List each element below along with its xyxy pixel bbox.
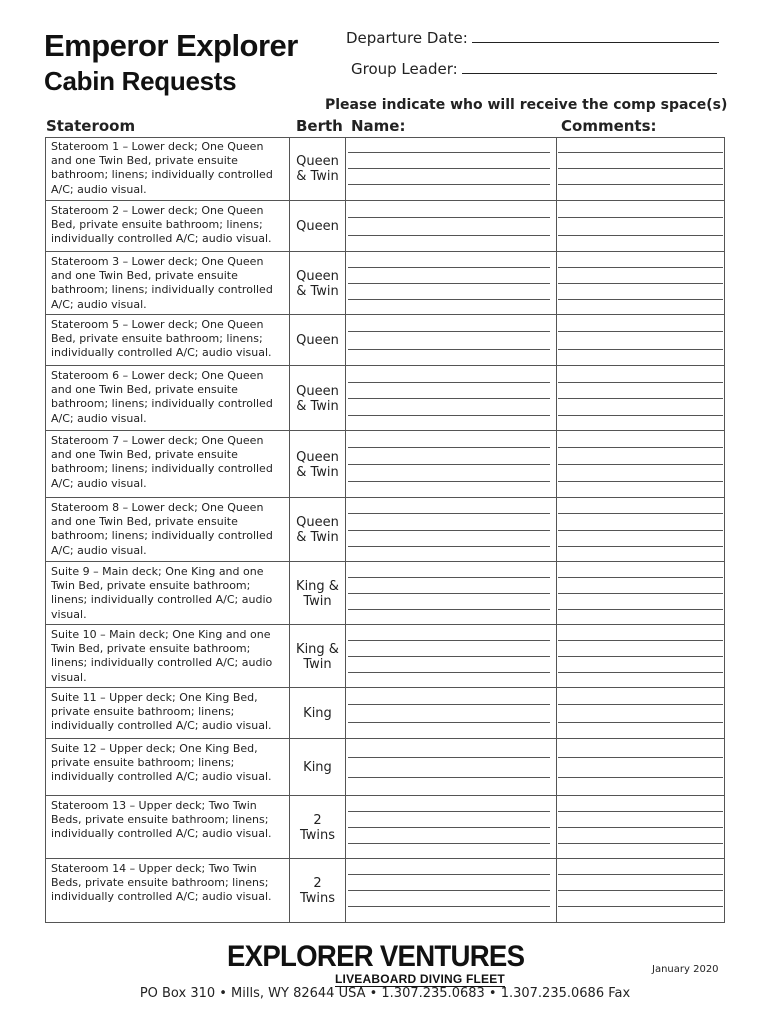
comments-write-line[interactable] <box>558 777 723 778</box>
comments-cell[interactable] <box>556 431 725 498</box>
name-cell[interactable] <box>345 688 557 739</box>
name-write-line[interactable] <box>348 843 550 844</box>
name-write-line[interactable] <box>348 464 550 465</box>
berth-label: King <box>303 706 332 721</box>
stateroom-description: Suite 10 – Main deck; One King and one Twin Bed, private ensuite bathroom; linens; individually controlled A/C; audio visual. <box>45 625 290 688</box>
name-write-line[interactable] <box>348 299 550 300</box>
comments-write-line[interactable] <box>558 874 723 875</box>
comments-cell[interactable] <box>556 625 725 688</box>
comments-cell[interactable] <box>556 498 725 562</box>
table-row <box>45 137 725 200</box>
name-write-line[interactable] <box>348 184 550 185</box>
name-write-line[interactable] <box>348 217 550 218</box>
stateroom-description: Suite 11 – Upper deck; One King Bed, private ensuite bathroom; linens; individually controlled A/C; audio visual. <box>45 688 290 739</box>
berth-label: King & Twin <box>296 641 339 672</box>
berth-cell <box>290 688 346 739</box>
name-write-line[interactable] <box>348 331 550 332</box>
comments-write-line[interactable] <box>558 577 723 578</box>
comments-write-line[interactable] <box>558 843 723 844</box>
comments-write-line[interactable] <box>558 757 723 758</box>
name-write-line[interactable] <box>348 349 550 350</box>
name-write-line[interactable] <box>348 513 550 514</box>
group-leader-field[interactable] <box>351 60 717 78</box>
name-write-line[interactable] <box>348 757 550 758</box>
comments-write-line[interactable] <box>558 398 723 399</box>
comments-write-line[interactable] <box>558 811 723 812</box>
table-row <box>45 200 725 252</box>
comments-cell[interactable] <box>556 859 725 922</box>
footer-contact: PO Box 310 • Mills, WY 82644 USA • 1.307.235.0683 • 1.307.235.0686 Fax <box>139 986 631 1001</box>
name-write-line[interactable] <box>348 656 550 657</box>
stateroom-description: Suite 12 – Upper deck; One King Bed, private ensuite bathroom; linens; individually controlled A/C; audio visual. <box>45 739 290 796</box>
berth-cell <box>290 739 346 796</box>
comments-write-line[interactable] <box>558 609 723 610</box>
name-write-line[interactable] <box>348 777 550 778</box>
name-write-line[interactable] <box>348 577 550 578</box>
name-cell[interactable] <box>345 366 557 431</box>
name-write-line[interactable] <box>348 235 550 236</box>
berth-cell <box>290 431 346 498</box>
name-write-line[interactable] <box>348 827 550 828</box>
departure-date-line[interactable] <box>472 42 719 43</box>
name-write-line[interactable] <box>348 722 550 723</box>
name-write-line[interactable] <box>348 168 550 169</box>
departure-date-field[interactable] <box>346 29 719 47</box>
name-write-line[interactable] <box>348 398 550 399</box>
comments-write-line[interactable] <box>558 530 723 531</box>
name-cell[interactable] <box>345 562 557 625</box>
comments-cell[interactable] <box>556 201 725 252</box>
berth-cell <box>290 137 346 200</box>
name-write-line[interactable] <box>348 415 550 416</box>
berth-cell <box>290 315 346 366</box>
name-cell[interactable] <box>345 625 557 688</box>
table-row <box>45 314 725 366</box>
explorer-ventures-logo <box>227 942 543 986</box>
comments-write-line[interactable] <box>558 640 723 641</box>
berth-cell <box>290 625 346 688</box>
comments-write-line[interactable] <box>558 722 723 723</box>
name-write-line[interactable] <box>348 283 550 284</box>
cabin-table <box>45 137 725 923</box>
comments-write-line[interactable] <box>558 349 723 350</box>
berth-label: Queen & Twin <box>296 383 339 414</box>
instruction-text: Please indicate who will receive the comp space(s) <box>325 97 728 113</box>
berth-label: Queen & Twin <box>296 153 339 184</box>
table-row <box>45 430 725 498</box>
name-write-line[interactable] <box>348 890 550 891</box>
comments-cell[interactable] <box>556 796 725 859</box>
comments-write-line[interactable] <box>558 168 723 169</box>
stateroom-description: Suite 9 – Main deck; One King and one Twin Bed, private ensuite bathroom; linens; individually controlled A/C; audio visual. <box>45 562 290 625</box>
table-row <box>45 858 725 922</box>
berth-cell <box>290 366 346 431</box>
comments-cell[interactable] <box>556 562 725 625</box>
comments-cell[interactable] <box>556 366 725 431</box>
column-header-name: Name: <box>351 117 406 135</box>
name-write-line[interactable] <box>348 593 550 594</box>
comments-write-line[interactable] <box>558 656 723 657</box>
stateroom-description: Stateroom 5 – Lower deck; One Queen Bed, private ensuite bathroom; linens; individually controlled A/C; audio visual. <box>45 315 290 366</box>
column-header-comments: Comments: <box>561 117 657 135</box>
comments-write-line[interactable] <box>558 235 723 236</box>
berth-label: King & Twin <box>296 578 339 609</box>
comments-cell[interactable] <box>556 137 725 200</box>
comments-write-line[interactable] <box>558 906 723 907</box>
comments-write-line[interactable] <box>558 447 723 448</box>
name-write-line[interactable] <box>348 382 550 383</box>
comments-write-line[interactable] <box>558 299 723 300</box>
page-title: Emperor Explorer <box>44 28 298 63</box>
comments-write-line[interactable] <box>558 152 723 153</box>
table-row <box>45 365 725 431</box>
berth-label: Queen <box>296 219 339 234</box>
comments-write-line[interactable] <box>558 184 723 185</box>
berth-cell <box>290 252 346 315</box>
name-write-line[interactable] <box>348 481 550 482</box>
comments-cell[interactable] <box>556 252 725 315</box>
berth-cell <box>290 796 346 859</box>
name-cell[interactable] <box>345 137 557 200</box>
name-write-line[interactable] <box>348 530 550 531</box>
group-leader-label: Group Leader: <box>351 60 458 78</box>
name-cell[interactable] <box>345 796 557 859</box>
name-write-line[interactable] <box>348 640 550 641</box>
name-write-line[interactable] <box>348 704 550 705</box>
revision-date: January 2020 <box>652 964 719 975</box>
comments-cell[interactable] <box>556 315 725 366</box>
berth-cell <box>290 201 346 252</box>
berth-label: 2 Twins <box>299 812 336 843</box>
name-write-line[interactable] <box>348 906 550 907</box>
berth-label: Queen <box>296 333 339 348</box>
comments-write-line[interactable] <box>558 217 723 218</box>
stateroom-description: Stateroom 7 – Lower deck; One Queen and one Twin Bed, private ensuite bathroom; linens; individually controlled A/C; audio visual. <box>45 431 290 498</box>
berth-label: Queen & Twin <box>296 515 339 545</box>
name-write-line[interactable] <box>348 546 550 547</box>
name-cell[interactable] <box>345 431 557 498</box>
departure-date-label: Departure Date: <box>346 29 468 47</box>
name-write-line[interactable] <box>348 152 550 153</box>
logo-wordmark: EXPLORER VENTURES <box>227 940 525 973</box>
comments-write-line[interactable] <box>558 415 723 416</box>
stateroom-description: Stateroom 8 – Lower deck; One Queen and one Twin Bed, private ensuite bathroom; linens; individually controlled A/C; audio visual. <box>45 498 290 562</box>
comments-cell[interactable] <box>556 739 725 796</box>
stateroom-description: Stateroom 13 – Upper deck; Two Twin Beds, private ensuite bathroom; linens; individually controlled A/C; audio visual. <box>45 796 290 859</box>
name-cell[interactable] <box>345 739 557 796</box>
comments-write-line[interactable] <box>558 331 723 332</box>
comments-write-line[interactable] <box>558 546 723 547</box>
stateroom-description: Stateroom 3 – Lower deck; One Queen and one Twin Bed, private ensuite bathroom; linens; individually controlled A/C; audio visual. <box>45 252 290 315</box>
group-leader-line[interactable] <box>462 73 717 74</box>
table-row <box>45 251 725 315</box>
berth-label: King <box>303 760 332 775</box>
berth-cell <box>290 498 346 562</box>
comments-write-line[interactable] <box>558 464 723 465</box>
table-row <box>45 795 725 859</box>
name-write-line[interactable] <box>348 267 550 268</box>
table-row <box>45 687 725 739</box>
name-cell[interactable] <box>345 315 557 366</box>
berth-cell <box>290 562 346 625</box>
table-row <box>45 497 725 562</box>
comments-write-line[interactable] <box>558 267 723 268</box>
berth-label: Queen & Twin <box>296 268 339 299</box>
comments-cell[interactable] <box>556 688 725 739</box>
table-row <box>45 561 725 625</box>
comments-write-line[interactable] <box>558 382 723 383</box>
comments-write-line[interactable] <box>558 513 723 514</box>
comments-write-line[interactable] <box>558 593 723 594</box>
comments-write-line[interactable] <box>558 283 723 284</box>
stateroom-description: Stateroom 14 – Upper deck; Two Twin Beds, private ensuite bathroom; linens; individually controlled A/C; audio visual. <box>45 859 290 922</box>
name-cell[interactable] <box>345 201 557 252</box>
comments-write-line[interactable] <box>558 704 723 705</box>
berth-cell <box>290 859 346 922</box>
name-cell[interactable] <box>345 498 557 562</box>
column-header-berth: Berth <box>296 117 343 135</box>
stateroom-description: Stateroom 6 – Lower deck; One Queen and one Twin Bed, private ensuite bathroom; linens; individually controlled A/C; audio visual. <box>45 366 290 431</box>
stateroom-description: Stateroom 1 – Lower deck; One Queen and one Twin Bed, private ensuite bathroom; linens; individually controlled A/C; audio visual. <box>45 137 290 200</box>
name-write-line[interactable] <box>348 874 550 875</box>
stateroom-description: Stateroom 2 – Lower deck; One Queen Bed, private ensuite bathroom; linens; individually controlled A/C; audio visual. <box>45 201 290 252</box>
berth-label: 2 Twins <box>299 875 336 906</box>
comments-write-line[interactable] <box>558 672 723 673</box>
name-cell[interactable] <box>345 252 557 315</box>
name-write-line[interactable] <box>348 609 550 610</box>
berth-label: Queen & Twin <box>296 449 339 480</box>
table-row <box>45 624 725 688</box>
table-row <box>45 738 725 796</box>
logo-tagline: LIVEABOARD DIVING FLEET <box>335 972 505 986</box>
column-header-stateroom: Stateroom <box>46 117 136 135</box>
comments-write-line[interactable] <box>558 890 723 891</box>
name-cell[interactable] <box>345 859 557 922</box>
name-write-line[interactable] <box>348 811 550 812</box>
page-subtitle: Cabin Requests <box>44 66 237 96</box>
comments-write-line[interactable] <box>558 827 723 828</box>
name-write-line[interactable] <box>348 672 550 673</box>
comments-write-line[interactable] <box>558 481 723 482</box>
name-write-line[interactable] <box>348 447 550 448</box>
